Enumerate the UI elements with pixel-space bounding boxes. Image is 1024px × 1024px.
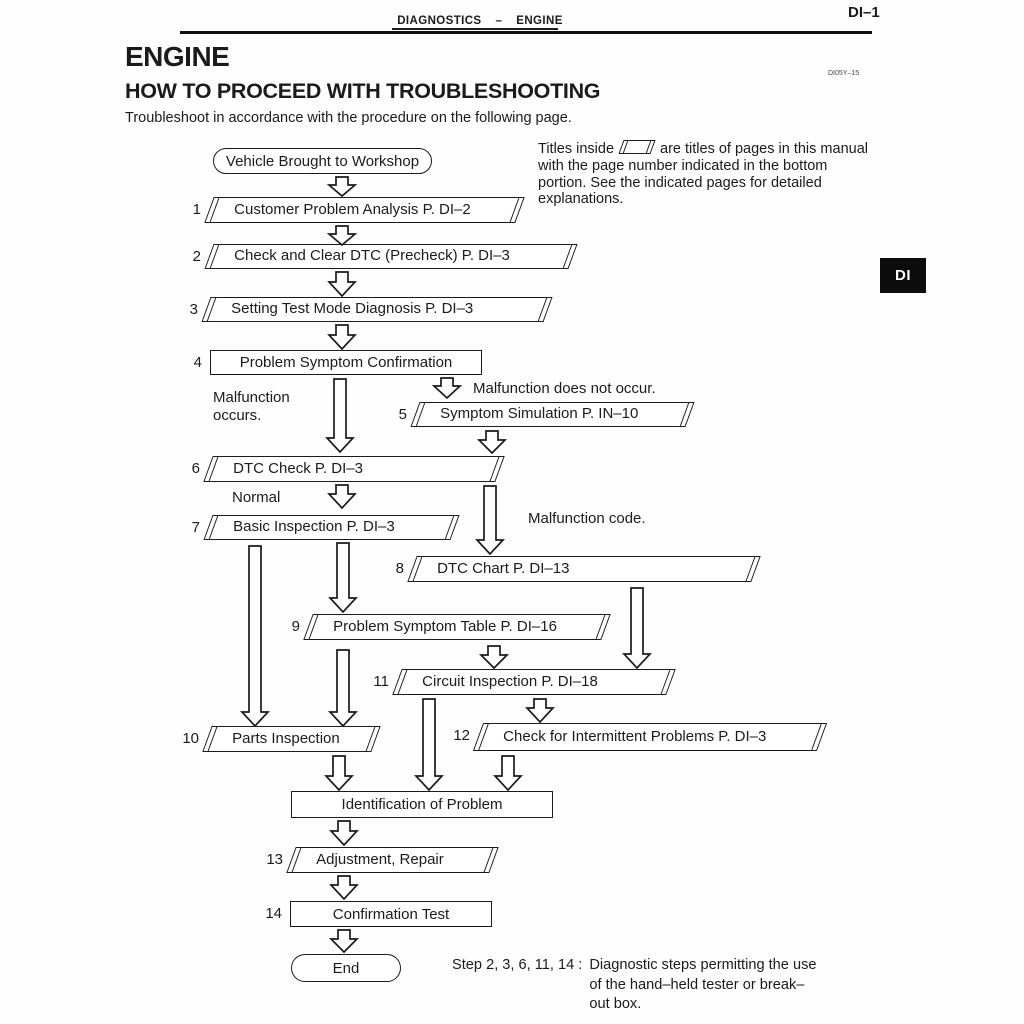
- flow-arrow-down: [493, 756, 523, 790]
- flow-arrow-down: [327, 177, 357, 196]
- flow-arrow-down: [414, 699, 444, 790]
- flow-node-s4: [210, 350, 482, 375]
- flow-arrow-down: [477, 431, 507, 453]
- flow-node-start: [213, 148, 432, 174]
- flow-node-label: Vehicle Brought to Workshop: [225, 152, 420, 170]
- flow-node-label: DTC Chart P. DI–13: [437, 560, 570, 577]
- flow-arrow-down: [479, 646, 509, 668]
- footnote-text: Diagnostic steps permitting the use of the hand–held tester or break–out box.: [589, 957, 817, 1012]
- flow-arrow-down: [328, 543, 358, 612]
- flow-node-end: [291, 954, 401, 982]
- step-number-12: 12: [453, 727, 470, 744]
- flow-arrow-down: [327, 226, 357, 245]
- step-number-10: 10: [182, 730, 199, 747]
- page-title-parallelogram-icon: [618, 140, 655, 154]
- flow-arrow-down: [432, 378, 462, 398]
- step-number-14: 14: [265, 905, 282, 922]
- flow-arrow-down: [525, 699, 555, 722]
- label-malfunction-does-not-occur: Malfunction does not occur.: [473, 380, 656, 397]
- step-number-11: 11: [373, 673, 389, 690]
- label-malfunction-occurs: Malfunction occurs.: [213, 389, 290, 424]
- flow-node-label: Problem Symptom Confirmation: [239, 354, 453, 371]
- flow-node-s11: [392, 669, 675, 695]
- flow-node-label: End: [332, 959, 360, 977]
- flow-arrow-down: [327, 485, 357, 508]
- step-number-3: 3: [189, 301, 198, 318]
- step-number-13: 13: [266, 851, 283, 868]
- flow-arrow-down: [329, 930, 359, 952]
- legend-note-after: are titles of pages in this manual with the page number indicated in the bottom portion. See the indicated pages for detailed explanations.: [538, 141, 868, 208]
- legend-note-before: Titles inside: [538, 141, 615, 157]
- flow-node-s5: [410, 402, 694, 427]
- flow-node-s13: [286, 847, 498, 873]
- step-number-1: 1: [192, 201, 201, 218]
- flow-arrow-down: [240, 546, 270, 726]
- flow-node-label: Circuit Inspection P. DI–18: [422, 673, 598, 690]
- flow-node-label: Setting Test Mode Diagnosis P. DI–3: [231, 300, 474, 317]
- flow-arrow-down: [327, 272, 357, 296]
- running-header-separator: –: [495, 15, 503, 27]
- flow-arrow-down: [475, 486, 505, 554]
- running-header: [180, 15, 780, 27]
- flow-node-s8: [407, 556, 760, 582]
- flow-arrow-down: [327, 325, 357, 349]
- flow-node-label: Customer Problem Analysis P. DI–2: [234, 201, 471, 218]
- flow-node-label: DTC Check P. DI–3: [233, 460, 363, 477]
- flow-arrow-down: [324, 756, 354, 790]
- flow-node-label: Basic Inspection P. DI–3: [233, 518, 395, 535]
- step-number-9: 9: [291, 618, 300, 635]
- footnote-step-list: Step 2, 3, 6, 11, 14 :: [452, 957, 583, 973]
- flow-arrow-down: [328, 650, 358, 726]
- flow-node-s7: [203, 515, 459, 540]
- flow-node-s9: [303, 614, 610, 640]
- step-number-4: 4: [193, 354, 202, 371]
- footnote: [452, 956, 821, 1015]
- flow-node-label: Identification of Problem: [341, 796, 503, 813]
- intro-text: Troubleshoot in accordance with the procedure on the following page.: [125, 110, 572, 126]
- flow-node-label: Check and Clear DTC (Precheck) P. DI–3: [234, 247, 510, 264]
- flow-node-label: Adjustment, Repair: [316, 851, 444, 868]
- flow-node-ident: [291, 791, 553, 818]
- section-title: ENGINE: [125, 41, 230, 72]
- flow-node-label: Confirmation Test: [332, 905, 450, 923]
- flow-node-s10: [202, 726, 380, 752]
- flow-node-s6: [203, 456, 504, 482]
- label-malfunction-code: Malfunction code.: [528, 510, 646, 527]
- step-number-8: 8: [395, 560, 404, 577]
- flow-node-label: Problem Symptom Table P. DI–16: [333, 618, 557, 635]
- header-rule: [180, 31, 872, 34]
- flow-node-s2: [204, 244, 577, 269]
- flow-node-s12: [473, 723, 827, 751]
- flow-arrow-down: [622, 588, 652, 668]
- step-number-5: 5: [398, 406, 407, 423]
- flow-arrow-down: [325, 379, 355, 452]
- step-number-7: 7: [191, 519, 200, 536]
- flow-node-s1: [204, 197, 524, 223]
- running-header-right: ENGINE: [516, 15, 563, 27]
- flow-node-label: Check for Intermittent Problems P. DI–3: [503, 728, 767, 745]
- legend-note: [538, 140, 874, 208]
- header-underline: [392, 28, 558, 30]
- flow-node-s14: [290, 901, 492, 927]
- section-index-tab: DI: [880, 258, 926, 293]
- step-number-6: 6: [191, 460, 200, 477]
- flow-arrow-down: [329, 821, 359, 845]
- label-normal: Normal: [232, 489, 281, 506]
- flow-node-s3: [201, 297, 552, 322]
- step-number-2: 2: [192, 248, 201, 265]
- page-number: DI–1: [848, 4, 880, 21]
- flow-arrow-down: [329, 876, 359, 899]
- flow-node-label: Parts Inspection: [232, 730, 340, 747]
- running-header-left: DIAGNOSTICS: [397, 15, 482, 27]
- page-title: HOW TO PROCEED WITH TROUBLESHOOTING: [125, 79, 601, 103]
- flow-node-label: Symptom Simulation P. IN–10: [440, 405, 639, 422]
- document-code: DI05Y–15: [828, 70, 860, 77]
